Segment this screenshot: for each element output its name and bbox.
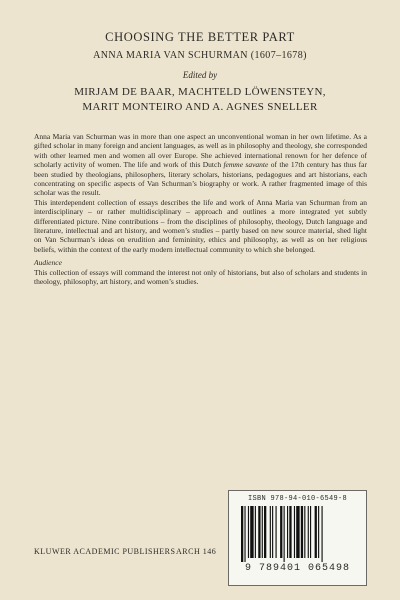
emphasis-femme-savante: femme savante bbox=[223, 160, 269, 170]
audience-label: Audience bbox=[34, 258, 62, 268]
edited-by-label: Edited by bbox=[182, 70, 218, 80]
audience-text: This collection of essays will command the interest not only of historians, but also of scholars and students in theology, philosophy, art history, and women’s studies. bbox=[34, 267, 367, 287]
book-subtitle: ANNA MARIA VAN SCHURMAN (1607–1678) bbox=[93, 50, 307, 61]
paragraph-collection: This interdependent collection of essays describes the life and work of Anna Maria van Schurman from an interdisciplinary – or rather multidisciplinary – approach and outlines a more integrated yet subtly differentiated picture. Nine contributions – from the disciplines of philosophy, theology, Dutch language and literature, intellectual and art history, and women’s studies – partly based on new source material, shed light on Van Schurman’s ideas on erudition and femininity, ethics and philosophy, as well as on her religious beliefs, within the context of the early modern intellectual community to which she belonged. bbox=[34, 197, 367, 254]
barcode-digits: 9 789401 065498 bbox=[244, 563, 350, 574]
isbn-barcode bbox=[228, 490, 367, 586]
series-number: ARCH 146 bbox=[176, 547, 217, 556]
book-title: CHOOSING THE BETTER PART bbox=[105, 30, 295, 44]
editors-line-1: MIRJAM DE BAAR, MACHTELD LÖWENSTEYN, bbox=[74, 86, 326, 98]
title-block bbox=[0, 30, 400, 114]
paragraph-intro: Anna Maria van Schurman was in more than one aspect an unconventional woman in her own lifetime. As a gifted scholar in many foreign and ancient languages, as well as in philosophy and theology, she corresponded with other learned men and women all over Europe. She achieved international renown for her defence of scholarly activity of women. The life and work of this Dutch femme savante of the 17th century has thus far been studied by theologians, philosophers, literary scholars, historians, pedagogues and art historians, each concentrating on specific aspects of Van Schurman’s biography or work. A rather fragmented image of this scholar was the result. bbox=[34, 132, 367, 198]
blurb-text bbox=[34, 132, 367, 287]
isbn-number: ISBN 978-94-010-6549-8 bbox=[247, 495, 347, 503]
publisher-name: KLUWER ACADEMIC PUBLISHERS bbox=[34, 547, 176, 556]
barcode-bars bbox=[239, 506, 356, 562]
editors-line-2: MARIT MONTEIRO AND A. AGNES SNELLER bbox=[82, 100, 318, 113]
editors bbox=[0, 85, 400, 114]
